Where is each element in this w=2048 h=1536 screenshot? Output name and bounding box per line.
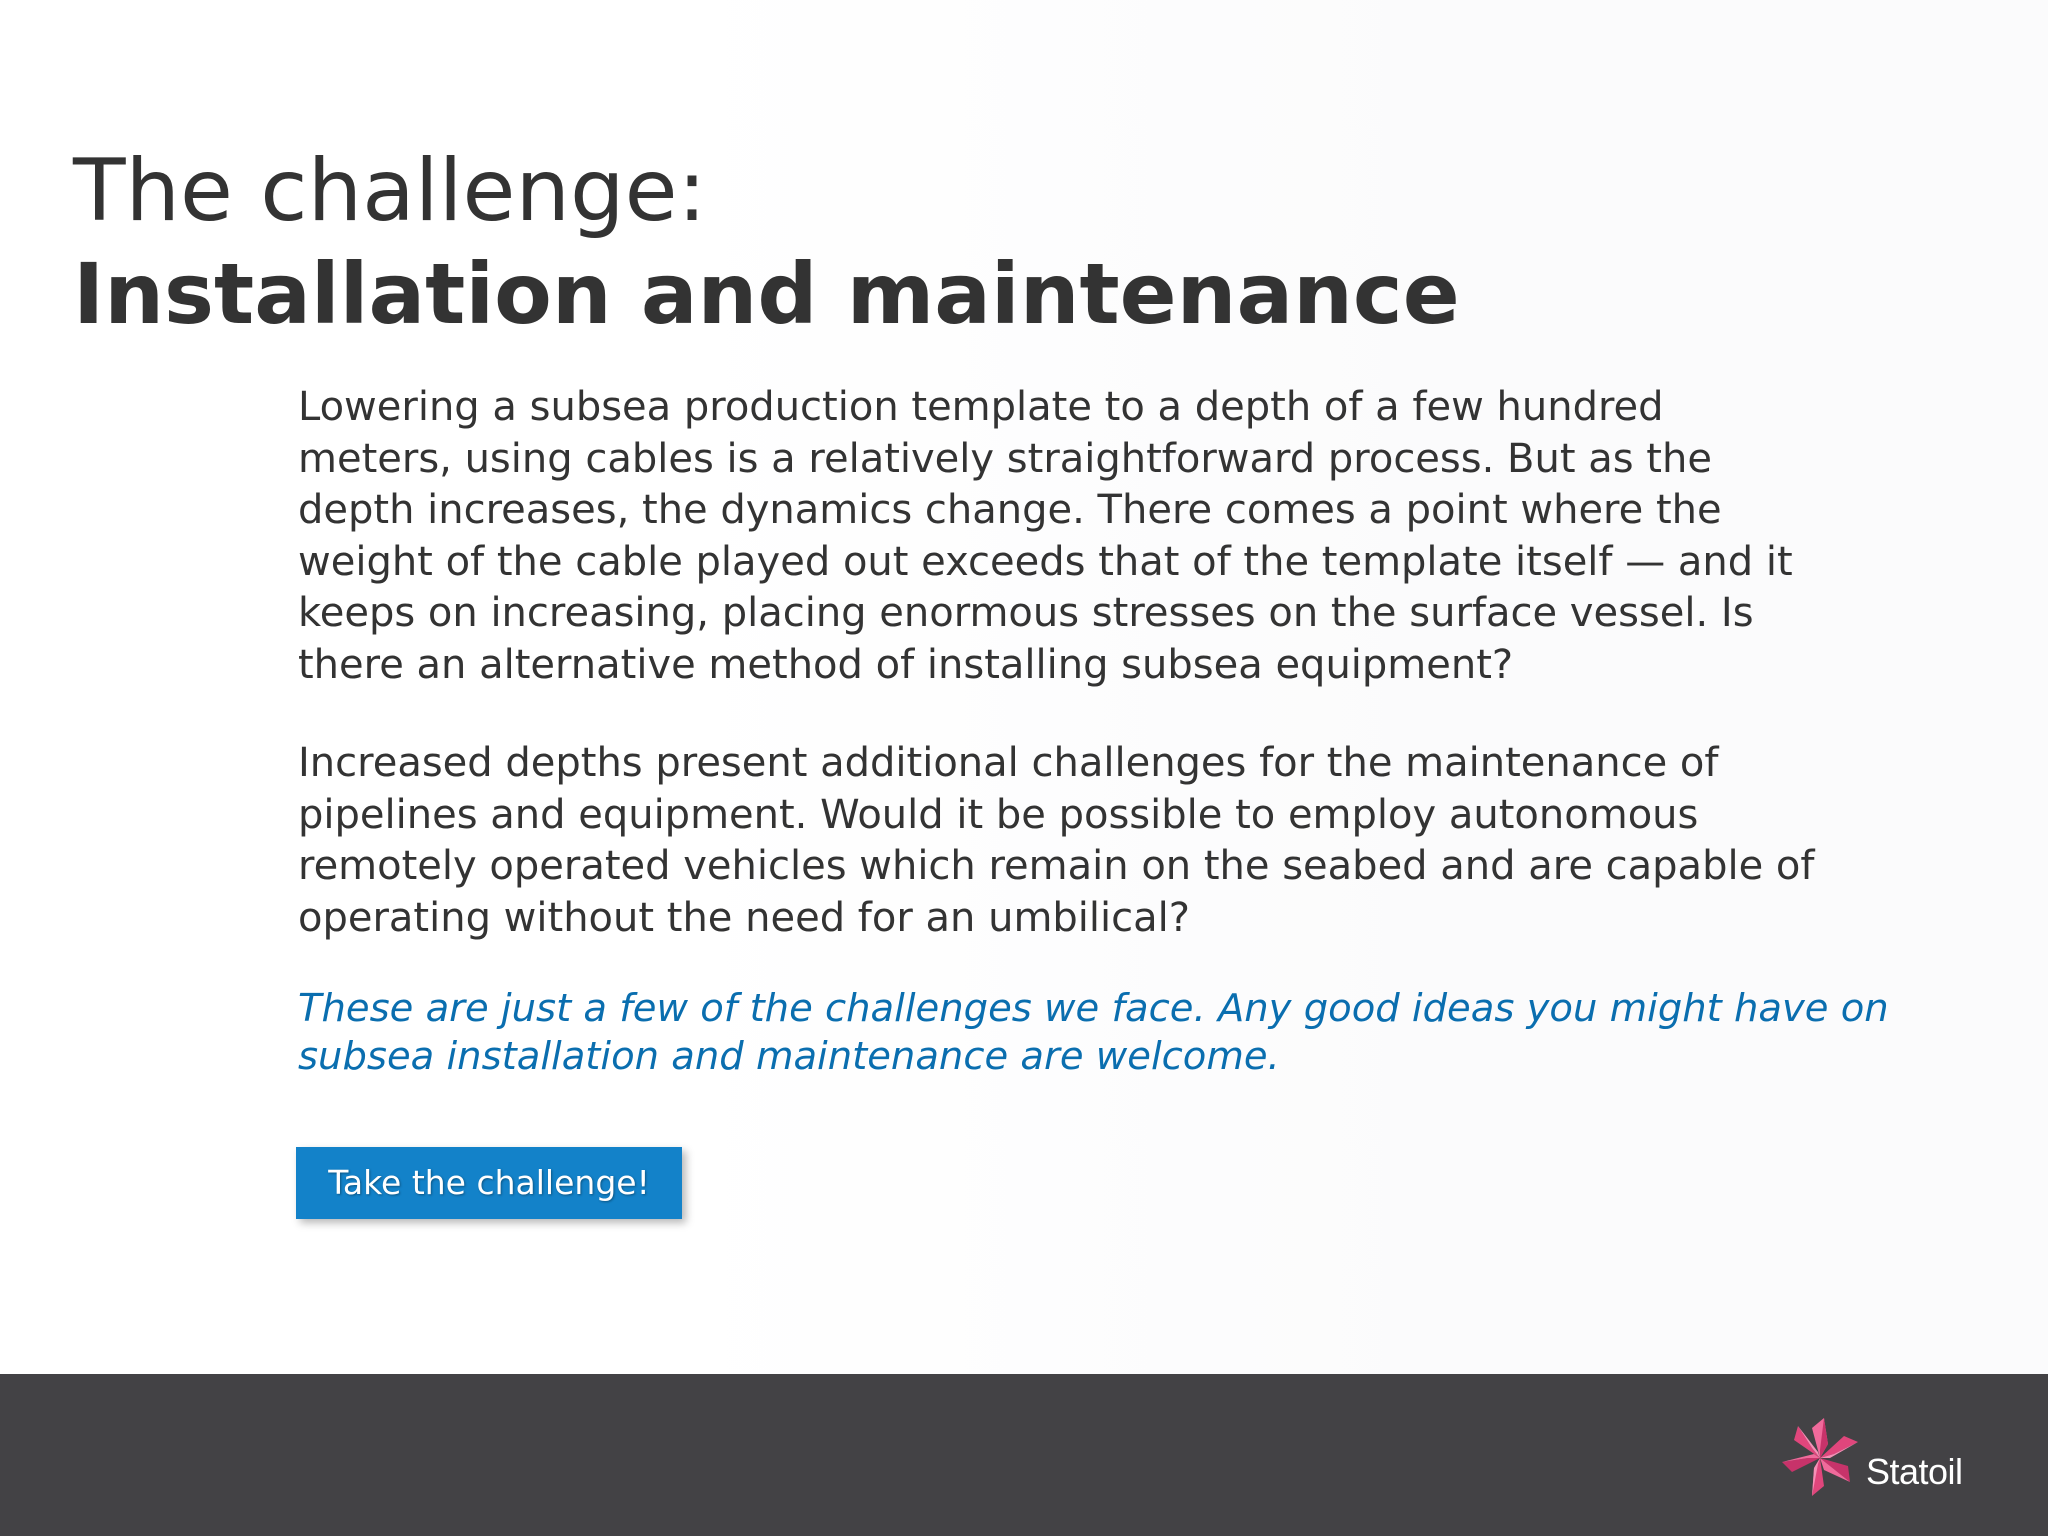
paragraph-line: weight of the cable played out exceeds that of the template itself — and it xyxy=(298,538,1793,585)
statoil-star-icon xyxy=(1782,1412,1872,1502)
logo-wordmark: Statoil xyxy=(1866,1451,1963,1492)
paragraph-line: Increased depths present additional challenges for the maintenance of xyxy=(298,740,1719,786)
paragraph-installation xyxy=(298,382,1898,691)
paragraph-line: keeps on increasing, placing enormous stresses on the surface vessel. Is xyxy=(298,590,1754,636)
paragraph-line: depth increases, the dynamics change. There comes a point where the xyxy=(298,487,1722,533)
paragraph-line: operating without the need for an umbilical? xyxy=(298,894,1190,941)
paragraph-maintenance xyxy=(298,738,1898,944)
paragraph-line: meters, using cables is a relatively straightforward process. But as the xyxy=(298,435,1712,482)
highlight-line: subsea installation and maintenance are welcome. xyxy=(298,1034,1280,1079)
paragraph-line: there an alternative method of installing subsea equipment? xyxy=(298,641,1514,688)
content-area xyxy=(298,382,1898,1081)
statoil-logo xyxy=(1782,1412,1972,1502)
paragraph-line: remotely operated vehicles which remain on the seabed and are capable of xyxy=(298,843,1815,889)
paragraph-line: pipelines and equipment. Would it be possible to employ autonomous xyxy=(298,791,1699,838)
title-line-2: Installation and maintenance xyxy=(73,245,1460,343)
title-line-1: The challenge: xyxy=(73,141,707,241)
footer-bar xyxy=(0,1374,2048,1536)
page-title xyxy=(73,140,1973,346)
paragraph-line: Lowering a subsea production template to a depth of a few hundred xyxy=(298,384,1664,430)
highlight-text xyxy=(298,985,1898,1081)
highlight-line: These are just a few of the challenges we face. Any good ideas you might have on xyxy=(298,986,1889,1031)
take-challenge-button[interactable]: Take the challenge! xyxy=(296,1147,682,1219)
